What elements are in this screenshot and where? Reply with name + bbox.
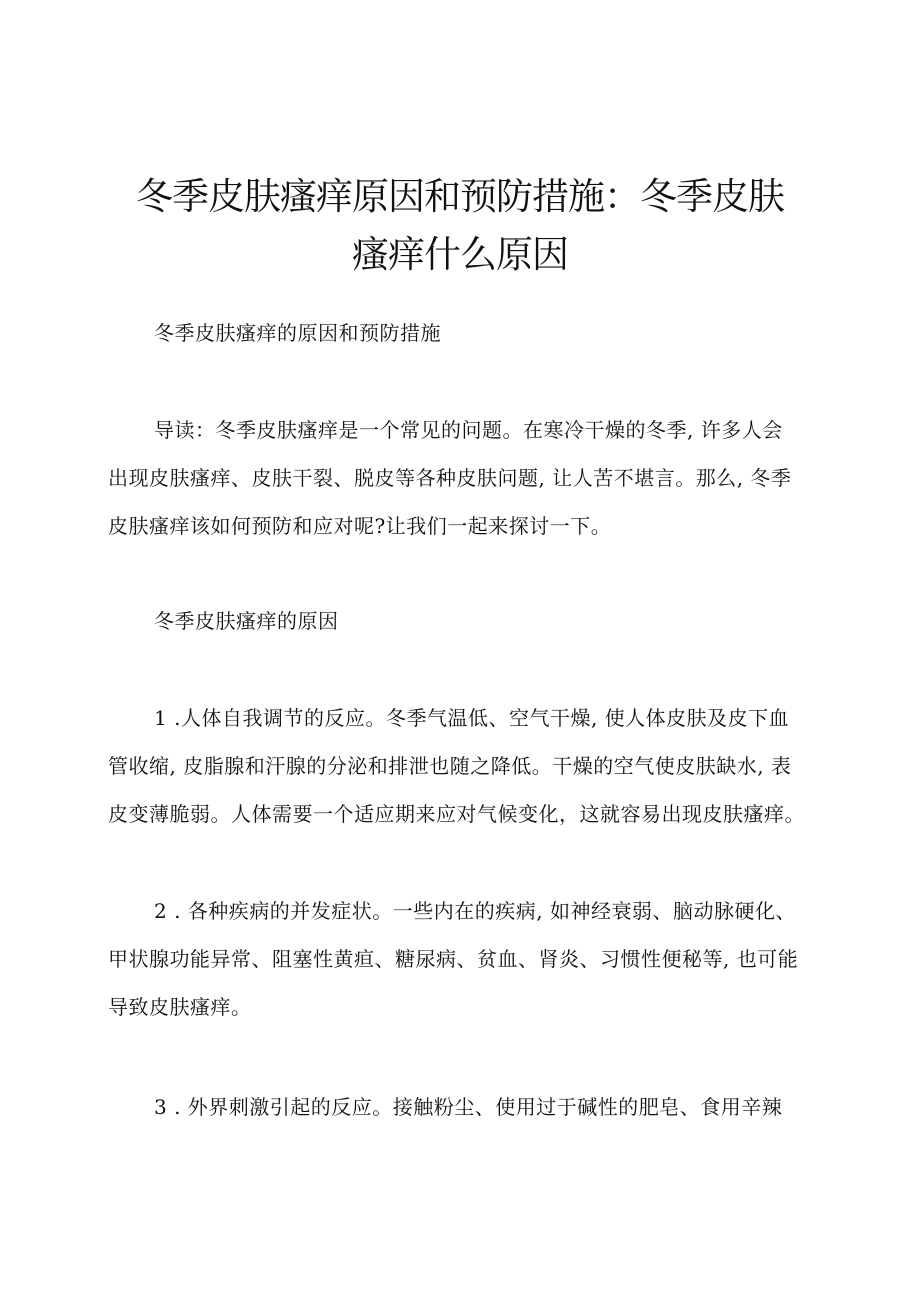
- intro-line-2: 出现皮肤瘙痒、皮肤干裂、脱皮等各种皮肤问题, 让人苦不堪言。那么, 冬季: [108, 466, 792, 490]
- item-3-paragraph: [108, 1083, 830, 1131]
- item-2-paragraph: [108, 887, 830, 1031]
- item-1-line-3: 皮变薄脆弱。人体需要一个适应期来应对气候变化，这就容易出现皮肤瘙痒。: [108, 802, 805, 826]
- item-2-line-2: 甲状腺功能异常、阻塞性黄疸、糖尿病、贫血、肾炎、习惯性便秘等, 也可能: [108, 947, 799, 971]
- intro-paragraph: [108, 406, 830, 550]
- item-1-line-2: 管收缩, 皮脂腺和汗腺的分泌和排泄也随之降低。干燥的空气使皮肤缺水, 表: [108, 754, 792, 778]
- intro-line-1: 导读：冬季皮肤瘙痒是一个常见的问题。在寒冷干燥的冬季, 许多人会: [154, 418, 783, 442]
- item-2-line-3: 导致皮肤瘙痒。: [108, 995, 252, 1019]
- intro-line-3: 皮肤瘙痒该如何预防和应对呢?让我们一起来探讨一下。: [108, 514, 612, 538]
- item-2-line-1: 2 . 各种疾病的并发症状。一些内在的疾病, 如神经衰弱、脑动脉硬化、: [154, 899, 797, 923]
- section-heading: 冬季皮肤瘙痒的原因: [154, 609, 339, 633]
- title-line-1: 冬季皮肤瘙痒原因和预防措施：冬季皮肤: [136, 175, 784, 218]
- item-1-paragraph: [108, 694, 830, 838]
- item-1-line-1: 1 .人体自我调节的反应。冬季气温低、空气干燥, 使人体皮肤及皮下血: [154, 706, 790, 730]
- title-line-2: 瘙痒什么原因: [352, 233, 568, 276]
- subtitle: 冬季皮肤瘙痒的原因和预防措施: [154, 321, 441, 345]
- item-3-line-1: 3 . 外界刺激引起的反应。接触粉尘、使用过于碱性的肥皂、食用辛辣: [154, 1095, 783, 1119]
- document-title: [100, 168, 820, 284]
